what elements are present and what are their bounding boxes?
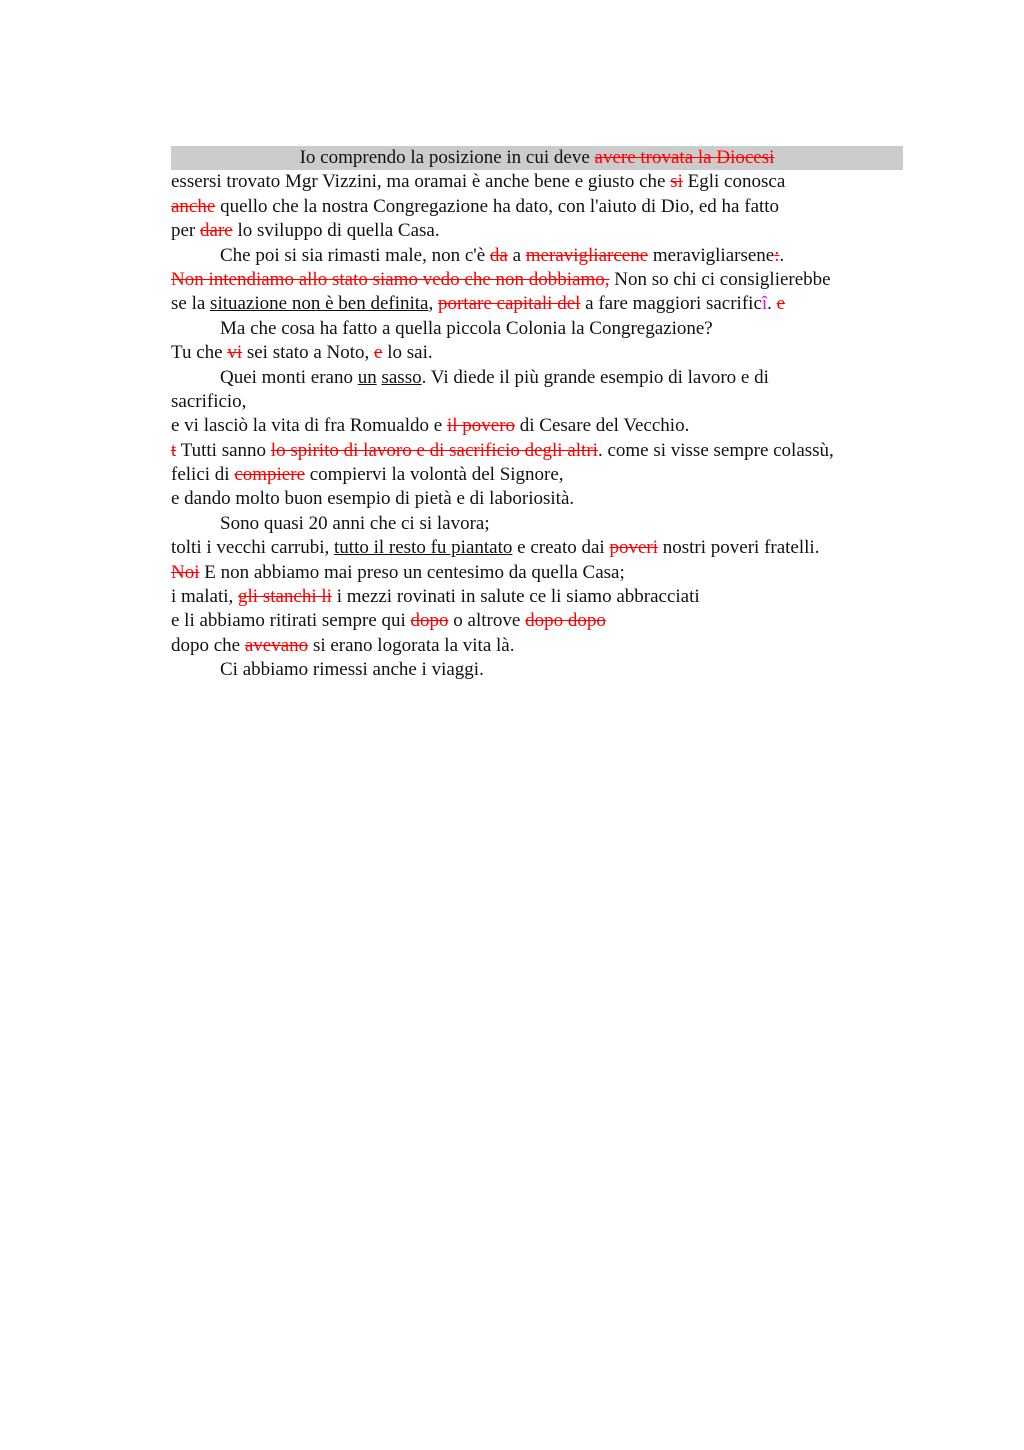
deleted-text: gli stanchi li — [238, 586, 332, 608]
text-segment: meravigliarsene — [648, 244, 775, 266]
text-line — [171, 268, 903, 292]
text-segment: a — [507, 244, 526, 266]
underlined-text: tutto il resto fu piantato — [334, 537, 513, 559]
underlined-text: un — [357, 366, 377, 388]
text-segment: . Vi diede il più grande esempio di lavoro e di — [421, 366, 769, 388]
deleted-text: lo spirito di lavoro e di sacrificio degli altri — [270, 439, 598, 461]
text-segment: se la — [171, 293, 211, 315]
text-line — [171, 487, 903, 511]
deleted-text: dopo — [410, 610, 449, 632]
text-line — [171, 512, 903, 536]
text-segment: o altrove — [448, 610, 526, 632]
deleted-text: meravigliarcene — [525, 244, 649, 266]
text-line — [171, 390, 903, 414]
text-line — [171, 244, 903, 268]
text-segment: i malati, — [171, 586, 239, 608]
text-segment: tolti i vecchi carrubi, — [171, 537, 335, 559]
deleted-text: poveri — [609, 537, 658, 559]
text-segment: si erano logorata la vita là. — [308, 634, 515, 656]
text-segment: dopo che — [171, 634, 245, 656]
text-segment: Io comprendo la posizione in cui deve — [299, 147, 595, 168]
text-segment: Tu che — [171, 342, 228, 364]
document-body — [171, 146, 903, 683]
text-segment: sacrificio, — [171, 390, 247, 412]
text-line — [171, 658, 903, 682]
text-line — [171, 609, 903, 633]
deleted-text: dare — [200, 220, 233, 242]
deleted-text: : — [774, 244, 780, 266]
text-segment: Non so chi ci consiglierebbe — [609, 268, 831, 290]
text-line — [171, 634, 903, 658]
text-line — [171, 439, 903, 463]
text-segment: Quei monti erano — [220, 366, 358, 388]
text-segment: Che poi si sia rimasti male, non c'è — [220, 244, 490, 266]
text-segment: e dando molto buon esempio di pietà e di laboriosità. — [171, 488, 575, 510]
text-segment: lo sai. — [382, 342, 433, 364]
text-line — [171, 414, 903, 438]
deleted-text: compiere — [234, 464, 305, 486]
text-line — [171, 366, 903, 390]
text-segment: essersi trovato Mgr Vizzini, ma oramai è anche bene e giusto che — [171, 171, 671, 193]
underlined-text: sasso — [381, 366, 422, 388]
text-segment: lo sviluppo di quella Casa. — [232, 220, 440, 242]
text-segment: compiervi la volontà del Signore, — [305, 464, 564, 486]
text-line — [171, 219, 903, 243]
text-segment: nostri poveri fratelli. — [658, 537, 820, 559]
deleted-text: dopo dopo — [525, 610, 606, 632]
text-segment: . — [779, 244, 785, 266]
text-segment: Ma che cosa ha fatto a quella piccola Colonia la Congregazione? — [220, 317, 713, 339]
text-line — [171, 195, 903, 219]
text-segment: di Cesare del Vecchio. — [515, 415, 690, 437]
deleted-text: Noi — [171, 561, 200, 583]
text-line — [171, 585, 903, 609]
text-segment: felici di — [171, 464, 235, 486]
text-segment: Tutti sanno — [176, 439, 271, 461]
text-segment: sei stato a Noto, — [242, 342, 375, 364]
deleted-text: da — [489, 244, 508, 266]
deleted-text: portare capitali del — [437, 293, 581, 315]
text-segment: e vi lasciò la vita di fra Romualdo e — [171, 415, 447, 437]
text-segment: Egli conosca — [682, 171, 786, 193]
text-segment: per — [171, 220, 201, 242]
deleted-text: avevano — [244, 634, 309, 656]
text-segment: . come si visse sempre colassù, — [597, 439, 834, 461]
text-line — [171, 561, 903, 585]
deleted-text: vi — [227, 342, 243, 364]
text-segment: Ci abbiamo rimessi anche i viaggi. — [220, 659, 484, 681]
text-line — [171, 341, 903, 365]
text-line — [171, 146, 903, 170]
text-segment: Sono quasi 20 anni che ci si lavora; — [220, 512, 490, 534]
text-line — [171, 536, 903, 560]
text-segment: E non abbiamo mai preso un centesimo da quella Casa; — [199, 561, 625, 583]
text-segment: a fare maggiori sacrific — [580, 293, 762, 315]
text-segment: quello che la nostra Congregazione ha dato, con l'aiuto di Dio, ed ha fatto — [215, 195, 780, 217]
deleted-text: Non intendiamo allo stato siamo vedo che non dobbiamo, — [171, 268, 610, 290]
text-segment: . — [767, 293, 777, 315]
text-line — [171, 463, 903, 487]
deleted-text: e — [374, 342, 383, 364]
deleted-text: anche — [171, 195, 216, 217]
text-segment: e li abbiamo ritirati sempre qui — [171, 610, 411, 632]
deleted-text: si — [670, 171, 683, 193]
text-line — [171, 292, 903, 316]
text-segment: i mezzi rovinati in salute ce li siamo abbracciati — [331, 586, 700, 608]
deleted-text: il povero — [446, 415, 516, 437]
text-segment: e creato dai — [512, 537, 610, 559]
text-line — [171, 317, 903, 341]
deleted-text: t — [171, 439, 177, 461]
highlighted-char: î — [761, 293, 768, 315]
deleted-text: e — [776, 293, 786, 315]
underlined-text: situazione non è ben definita — [210, 293, 429, 315]
text-line — [171, 170, 903, 194]
text-segment: , — [428, 293, 438, 315]
deleted-text: avere trovata la Diocesi — [594, 147, 775, 168]
